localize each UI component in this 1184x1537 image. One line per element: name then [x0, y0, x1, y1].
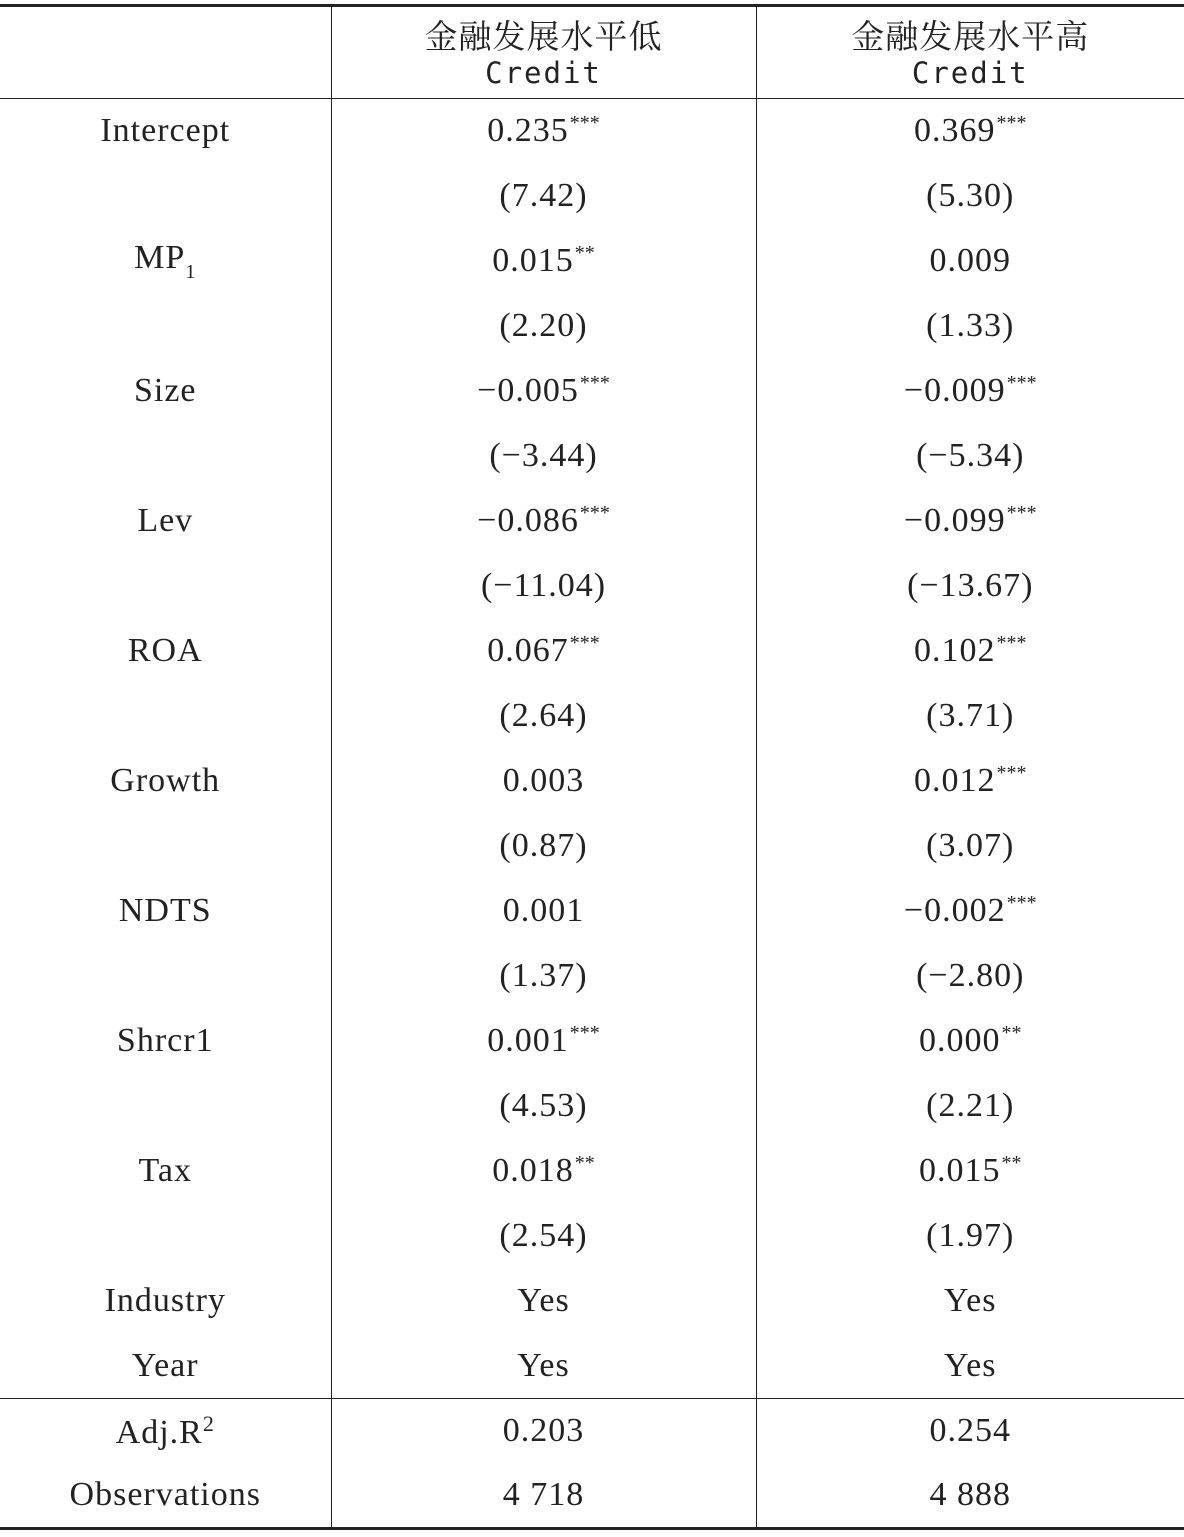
table-row	[0, 1334, 1184, 1399]
high-value-cell	[756, 1334, 1184, 1399]
low-value-cell	[331, 554, 756, 619]
high-value-cell	[756, 1009, 1184, 1074]
coefficient-value: Yes	[944, 1282, 997, 1319]
table-row	[0, 684, 1184, 749]
table-row	[0, 749, 1184, 814]
high-value-cell	[756, 489, 1184, 554]
table-row	[0, 1074, 1184, 1139]
high-value-cell	[756, 294, 1184, 359]
variable-cell	[0, 619, 331, 684]
table-row	[0, 554, 1184, 619]
coefficient-value: 0.009	[929, 242, 1011, 279]
significance-stars: ***	[996, 112, 1027, 135]
coefficient-value: (2.54)	[499, 1217, 588, 1254]
low-statistic-cell	[331, 1464, 756, 1529]
table-row	[0, 814, 1184, 879]
high-value-cell	[756, 1269, 1184, 1334]
high-value-cell	[756, 1204, 1184, 1269]
high-statistic-cell	[756, 1464, 1184, 1529]
significance-stars: ***	[569, 112, 600, 135]
variable-label: Size	[133, 372, 197, 409]
low-value-cell	[331, 1269, 756, 1334]
variable-cell	[0, 554, 331, 619]
coefficient-value: (3.07)	[926, 827, 1015, 864]
high-value-cell	[756, 749, 1184, 814]
coefficient-value: (2.20)	[499, 307, 588, 344]
coefficient-value: (0.87)	[499, 827, 588, 864]
variable-cell	[0, 164, 331, 229]
variable-cell	[0, 1334, 331, 1399]
variable-cell	[0, 944, 331, 1009]
low-value-cell	[331, 749, 756, 814]
coefficient-value: (1.33)	[926, 307, 1015, 344]
header-title-cn: 金融发展水平低	[424, 16, 663, 56]
coefficient-value: (2.64)	[499, 697, 588, 734]
significance-stars: ***	[579, 502, 610, 524]
variable-label: Growth	[110, 762, 221, 799]
table-row	[0, 1139, 1184, 1204]
coefficient-value: 0.067	[487, 632, 569, 669]
coefficient-value: 0.015	[492, 242, 574, 279]
low-value-cell	[331, 814, 756, 879]
low-value-cell	[331, 1074, 756, 1139]
variable-cell	[0, 424, 331, 489]
coefficient-value: (7.42)	[499, 177, 588, 214]
low-value-cell	[331, 684, 756, 749]
variable-label: Intercept	[100, 112, 231, 150]
high-value-cell	[756, 879, 1184, 944]
header-dependent-variable: Credit	[485, 55, 602, 90]
variable-label: Lev	[137, 502, 194, 539]
coefficient-value: Yes	[517, 1282, 570, 1319]
variable-label: Shrcr1	[116, 1022, 214, 1059]
coefficient-value: −0.005	[477, 372, 579, 409]
significance-stars: ***	[996, 762, 1027, 784]
statistic-superscript: 2	[202, 1410, 215, 1436]
coefficient-value: 0.015	[919, 1152, 1001, 1189]
variable-cell	[0, 879, 331, 944]
variable-cell	[0, 294, 331, 359]
low-value-cell	[331, 1204, 756, 1269]
variable-label: ROA	[127, 632, 203, 669]
significance-stars: **	[574, 1152, 595, 1174]
coefficient-value: 0.001	[502, 892, 585, 929]
low-value-cell	[331, 99, 756, 164]
variable-cell	[0, 229, 331, 294]
significance-stars: **	[1001, 1022, 1022, 1044]
statistic-label-cell	[0, 1399, 331, 1464]
coefficient-value: (1.97)	[926, 1217, 1015, 1254]
coefficient-value: (4.53)	[499, 1087, 588, 1124]
statistic-value: 4 888	[929, 1476, 1011, 1514]
table-row	[0, 424, 1184, 489]
high-value-cell	[756, 684, 1184, 749]
coefficient-value: (−5.34)	[916, 437, 1025, 474]
coefficient-value: (−13.67)	[907, 567, 1034, 604]
low-value-cell	[331, 294, 756, 359]
table-row	[0, 619, 1184, 684]
variable-subscript: 1	[185, 260, 197, 283]
table-row	[0, 879, 1184, 944]
variable-label: MP	[134, 238, 186, 276]
variable-cell	[0, 359, 331, 424]
summary-row	[0, 1399, 1184, 1464]
high-value-cell	[756, 554, 1184, 619]
table-row	[0, 489, 1184, 554]
table-row	[0, 1204, 1184, 1269]
low-value-cell	[331, 879, 756, 944]
table-row	[0, 99, 1184, 164]
significance-stars: ***	[569, 1022, 600, 1044]
variable-cell	[0, 489, 331, 554]
statistic-label: Observations	[69, 1476, 261, 1514]
variable-cell	[0, 1204, 331, 1269]
statistic-label: Adj.R	[115, 1413, 203, 1451]
statistic-value: 4 718	[502, 1476, 585, 1514]
table-row	[0, 1009, 1184, 1074]
header-high-financial-development	[756, 6, 1184, 99]
coefficient-value: 0.235	[487, 112, 569, 150]
variable-label: Year	[131, 1346, 199, 1384]
coefficient-value: −0.009	[903, 372, 1006, 409]
high-statistic-cell	[756, 1399, 1184, 1464]
low-value-cell	[331, 1334, 756, 1399]
high-value-cell	[756, 814, 1184, 879]
coefficient-value: 0.003	[502, 762, 585, 799]
variable-label: Tax	[138, 1152, 192, 1189]
high-value-cell	[756, 229, 1184, 294]
table-row	[0, 359, 1184, 424]
variable-cell	[0, 1139, 331, 1204]
low-value-cell	[331, 489, 756, 554]
high-value-cell	[756, 619, 1184, 684]
significance-stars: **	[574, 242, 595, 264]
low-value-cell	[331, 944, 756, 1009]
low-value-cell	[331, 359, 756, 424]
table-row	[0, 294, 1184, 359]
significance-stars: ***	[1006, 502, 1037, 524]
coefficient-value: 0.000	[919, 1022, 1001, 1059]
coefficient-value: (3.71)	[926, 697, 1015, 734]
significance-stars: ***	[1006, 892, 1037, 914]
statistic-label-cell	[0, 1464, 331, 1529]
variable-cell	[0, 1269, 331, 1334]
header-variable-column	[0, 6, 331, 99]
significance-stars: ***	[569, 632, 600, 654]
table-row	[0, 944, 1184, 1009]
coefficient-value: (5.30)	[926, 177, 1015, 214]
header-title-cn: 金融发展水平高	[851, 16, 1090, 56]
summary-row	[0, 1464, 1184, 1529]
high-value-cell	[756, 944, 1184, 1009]
high-value-cell	[756, 424, 1184, 489]
high-value-cell	[756, 99, 1184, 164]
coefficient-value: Yes	[517, 1346, 570, 1384]
high-value-cell	[756, 359, 1184, 424]
coefficient-value: −0.099	[903, 502, 1006, 539]
significance-stars: ***	[579, 372, 610, 394]
variable-cell	[0, 814, 331, 879]
variable-cell	[0, 749, 331, 814]
table-row	[0, 164, 1184, 229]
coefficient-value: 0.369	[914, 112, 996, 150]
coefficient-value: (−11.04)	[480, 567, 607, 604]
coefficient-value: 0.102	[914, 632, 996, 669]
header-dependent-variable: Credit	[911, 55, 1029, 90]
low-value-cell	[331, 1009, 756, 1074]
high-value-cell	[756, 1074, 1184, 1139]
low-statistic-cell	[331, 1399, 756, 1464]
regression-table	[0, 4, 1184, 1530]
variable-cell	[0, 1074, 331, 1139]
coefficient-value: (1.37)	[499, 957, 588, 994]
statistic-value: 0.203	[502, 1412, 585, 1450]
low-value-cell	[331, 424, 756, 489]
coefficient-value: −0.002	[903, 892, 1006, 929]
coefficient-value: 0.012	[914, 762, 996, 799]
coefficient-value: 0.018	[492, 1152, 574, 1189]
significance-stars: ***	[996, 632, 1027, 654]
statistic-value: 0.254	[929, 1412, 1011, 1450]
variable-label: NDTS	[118, 892, 212, 929]
low-value-cell	[331, 229, 756, 294]
coefficient-value: (−2.80)	[916, 957, 1025, 994]
significance-stars: **	[1001, 1152, 1022, 1174]
table-header	[0, 6, 1184, 99]
variable-label: Industry	[104, 1282, 226, 1319]
header-row	[0, 6, 1184, 99]
low-value-cell	[331, 619, 756, 684]
coefficient-value: Yes	[944, 1346, 997, 1384]
coefficient-value: 0.001	[487, 1022, 569, 1059]
significance-stars: ***	[1006, 372, 1037, 394]
low-value-cell	[331, 1139, 756, 1204]
variable-cell	[0, 99, 331, 164]
variable-cell	[0, 684, 331, 749]
variable-cell	[0, 1009, 331, 1074]
header-low-financial-development	[331, 6, 756, 99]
table-row	[0, 229, 1184, 294]
coefficient-value: (2.21)	[926, 1087, 1015, 1124]
coefficient-value: −0.086	[477, 502, 579, 539]
table-row	[0, 1269, 1184, 1334]
high-value-cell	[756, 164, 1184, 229]
high-value-cell	[756, 1139, 1184, 1204]
low-value-cell	[331, 164, 756, 229]
table-body	[0, 99, 1184, 1529]
coefficient-value: (−3.44)	[489, 437, 598, 474]
